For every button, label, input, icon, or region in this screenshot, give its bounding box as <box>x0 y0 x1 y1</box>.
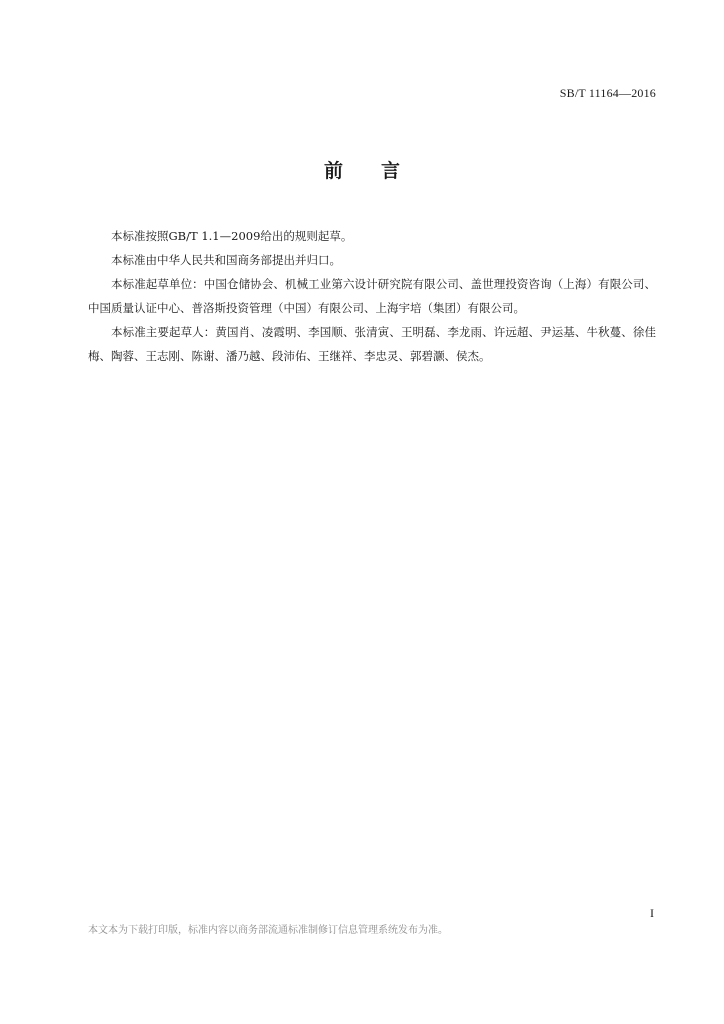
paragraph-drafting-rules: 本标准按照GB/T 1.1—2009给出的规则起草。 <box>111 229 353 243</box>
page-title <box>0 156 724 183</box>
footer-note: 本文本为下载打印版，标准内容以商务部流通标准制修订信息管理系统发布为准。 <box>88 925 448 936</box>
paragraph-drafting-units: 本标准起草单位：中国仓储协会、机械工业第六设计研究院有限公司、盖世理投资咨询（上海）有限公司、中国质量认证中心、普洛斯投资管理（中国）有限公司、上海宇培（集团）有限公司。 <box>88 277 656 315</box>
standard-code: SB/T 11164—2016 <box>559 86 656 100</box>
paragraph-proposer: 本标准由中华人民共和国商务部提出并归口。 <box>111 253 341 267</box>
page-number: I <box>650 906 654 920</box>
foreword-body <box>88 224 656 368</box>
title-char-left: 前 <box>323 160 343 182</box>
paragraph-main-drafters: 本标准主要起草人：黄国肖、凌霞明、李国顺、张清寅、王明磊、李龙雨、许远超、尹运基、牛秋蔓、徐佳梅、陶蓉、王志刚、陈谢、潘乃越、段沛佑、王继祥、李忠灵、郭碧灏、侯杰。 <box>88 325 656 363</box>
title-char-right: 言 <box>381 160 401 182</box>
